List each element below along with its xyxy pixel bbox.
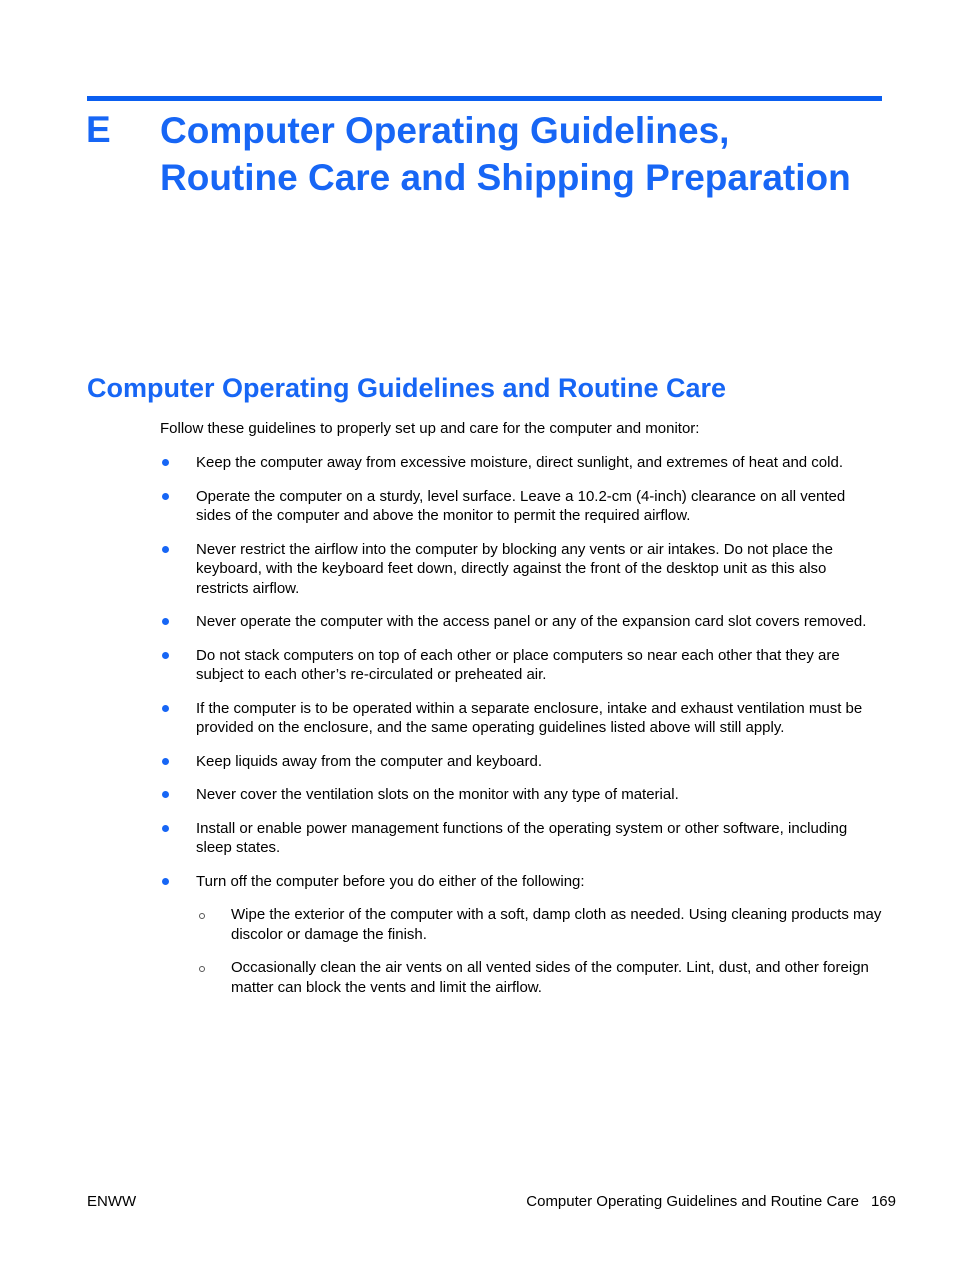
bullet-icon	[162, 652, 169, 659]
sub-list-item	[196, 905, 882, 944]
list-item	[160, 646, 882, 685]
section-title: Computer Operating Guidelines and Routine Care	[87, 373, 727, 403]
bullet-icon	[162, 878, 169, 885]
footer-right	[526, 1192, 896, 1212]
chapter-title-line-2: Routine Care and Shipping Preparation	[160, 157, 851, 198]
list-item	[160, 487, 882, 526]
list-item-text: Install or enable power management functions of the operating system or other software, including sleep states.	[196, 819, 848, 856]
list-item	[160, 819, 882, 858]
list-item	[160, 699, 882, 738]
footer-section-title: Computer Operating Guidelines and Routine Care	[526, 1193, 859, 1210]
intro-paragraph: Follow these guidelines to properly set up and care for the computer and monitor:	[160, 420, 700, 437]
chapter-letter: E	[86, 109, 111, 150]
bullet-icon	[162, 493, 169, 500]
footer-left: ENWW	[87, 1193, 137, 1210]
bullet-icon	[162, 546, 169, 553]
bullet-icon	[162, 618, 169, 625]
list-item-text: Never operate the computer with the access panel or any of the expansion card slot covers removed.	[196, 613, 867, 630]
list-item	[160, 785, 882, 805]
bullet-icon	[162, 825, 169, 832]
guidelines-list	[160, 453, 882, 1011]
list-item	[160, 453, 882, 473]
sub-list-item-text: Occasionally clean the air vents on all vented sides of the computer. Lint, dust, and other foreign matter can block the vents and limit the airflow.	[231, 959, 869, 996]
list-item-text: If the computer is to be operated within a separate enclosure, intake and exhaust ventilation must be provided on the enclosure, and the same operating guidelines listed above will still apply.	[196, 699, 863, 736]
list-item-text: Do not stack computers on top of each other or place computers so near each other that they are subject to each other’s re-circulated or preheated air.	[196, 646, 840, 683]
chapter-rule	[87, 96, 882, 101]
list-item	[160, 540, 882, 599]
list-item-text: Never restrict the airflow into the computer by blocking any vents or air intakes. Do not place the keyboard, with the keyboard feet down, directly against the front of the desktop unit as this also restricts airflow.	[196, 540, 833, 597]
bullet-icon	[162, 459, 169, 466]
circle-bullet-icon	[199, 913, 205, 919]
list-item	[160, 752, 882, 772]
list-item	[160, 612, 882, 632]
bullet-icon	[162, 758, 169, 765]
bullet-icon	[162, 791, 169, 798]
list-item-text: Keep the computer away from excessive moisture, direct sunlight, and extremes of heat and cold.	[196, 454, 843, 471]
list-item	[160, 872, 882, 998]
sub-list-item-text: Wipe the exterior of the computer with a soft, damp cloth as needed. Using cleaning products may discolor or damage the finish.	[231, 906, 882, 943]
sub-list-item	[196, 958, 882, 997]
list-item-text: Keep liquids away from the computer and keyboard.	[196, 752, 543, 770]
chapter-title	[160, 107, 900, 201]
chapter-title-line-1: Computer Operating Guidelines,	[160, 110, 730, 151]
circle-bullet-icon	[199, 966, 205, 972]
bullet-icon	[162, 705, 169, 712]
list-item-text: Never cover the ventilation slots on the monitor with any type of material.	[196, 786, 679, 803]
list-item-text: Turn off the computer before you do either of the following:	[196, 872, 585, 890]
sub-list	[196, 905, 882, 997]
page-number: 169	[870, 1193, 896, 1210]
list-item-text: Operate the computer on a sturdy, level surface. Leave a 10.2-cm (4-inch) clearance on all vented sides of the computer and above the monitor to permit the required airflow.	[196, 487, 846, 524]
